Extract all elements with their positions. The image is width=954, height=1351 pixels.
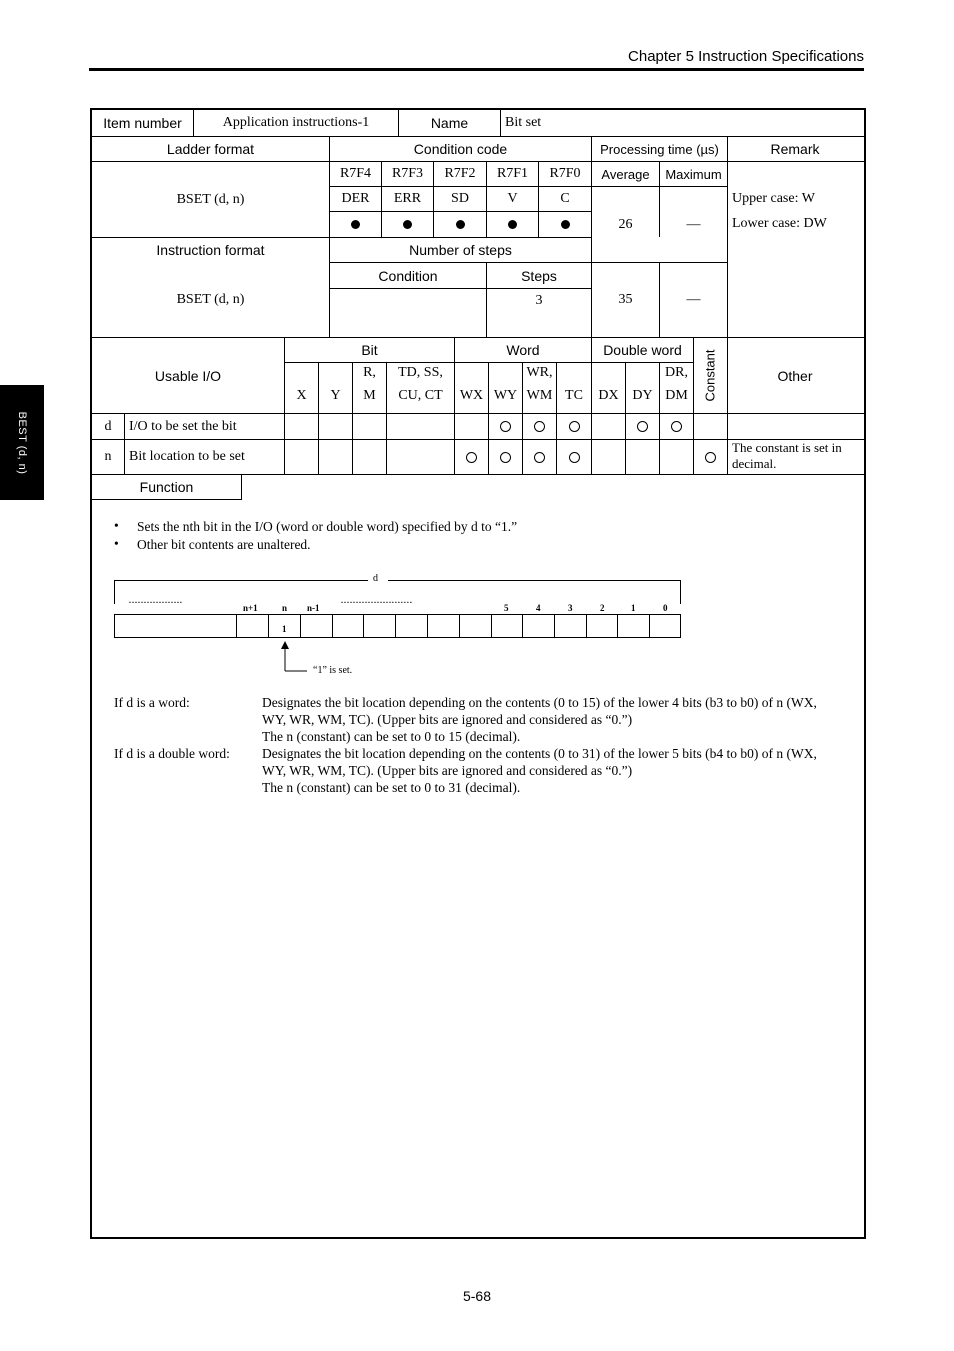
bit-label-5: 5	[504, 603, 509, 613]
row-d-symbol: d	[104, 418, 112, 434]
instruction-format-value: BSET (d, n)	[176, 292, 245, 307]
cond-name-c: C	[560, 191, 570, 206]
row-n-symbol: n	[104, 449, 112, 464]
cond-code-r7f2: R7F2	[444, 166, 476, 181]
condition-label: Condition	[378, 267, 438, 284]
bullet-dot-1: •	[114, 518, 119, 533]
word-case-label: If d is a word:	[114, 695, 190, 710]
io-col-dm: DM	[665, 388, 688, 403]
io-col-top-m: R,	[363, 365, 376, 380]
row-n-other: The constant is set in decimal.	[732, 440, 842, 471]
cond-code-r7f0: R7F0	[549, 166, 581, 181]
row-d-wy-mark	[489, 414, 522, 439]
average-label: Average	[601, 166, 650, 182]
avg-time-value: 26	[618, 216, 633, 232]
constant-label: Constant	[703, 349, 719, 402]
row-d-dm-mark	[660, 414, 693, 439]
remark-upper: Upper case: W	[732, 191, 815, 206]
remark-label: Remark	[770, 141, 820, 157]
row-n-wm-mark	[523, 440, 556, 474]
row-n-constant-mark	[694, 440, 727, 474]
cond-name-err: ERR	[393, 191, 422, 206]
side-tab	[0, 385, 44, 500]
cond-code-r7f3: R7F3	[391, 166, 424, 181]
name-value: Bit set	[505, 115, 542, 130]
cond-name-sd: SD	[451, 191, 469, 206]
io-col-wy: WY	[493, 388, 518, 403]
number-of-steps-label: Number of steps	[409, 242, 512, 258]
maximum-label: Maximum	[665, 166, 722, 182]
cond-der-mark	[330, 212, 381, 237]
word-case-line-2: WY, WR, WM, TC). (Upper bits are ignored and considered as “0.”)	[262, 712, 633, 727]
io-col-dy: DY	[632, 388, 653, 403]
word-label: Word	[506, 342, 540, 358]
io-col-top-wm: WR,	[526, 365, 553, 380]
bit-label-2: 2	[600, 603, 605, 613]
usable-io-label: Usable I/O	[154, 367, 222, 384]
chapter-title: Chapter 5 Instruction Specifications	[628, 48, 864, 65]
bit-label-1: 1	[631, 603, 636, 613]
io-col-wm: WM	[526, 388, 553, 403]
bit-label-n-plus-1: n+1	[243, 603, 258, 613]
cond-sd-mark	[434, 212, 486, 237]
bit-label-0: 0	[663, 603, 668, 613]
dword-case-line-1: Designates the bit location depending on the contents (0 to 31) of the lower 5 bits (b4 to b0) of n (WX,	[262, 746, 817, 761]
side-tab-label: BEST (d, n)	[16, 411, 28, 474]
dword-case-line-3: The n (constant) can be set to 0 to 31 (decimal).	[262, 780, 521, 795]
row-d-desc: I/O to be set the bit	[129, 418, 237, 434]
item-number-value: Application instructions-1	[222, 115, 370, 130]
steps-label: Steps	[521, 267, 557, 284]
bit-label-4: 4	[536, 603, 541, 613]
io-col-top-dm: DR,	[665, 365, 688, 380]
set-arrow-icon	[278, 641, 308, 677]
diagram-dots-mid: ························	[340, 595, 412, 609]
io-col-x: X	[296, 388, 307, 403]
bit-label-3: 3	[568, 603, 573, 613]
dword-case-label: If d is a double word:	[114, 746, 230, 761]
io-col-m: M	[363, 388, 376, 403]
condition-code-label: Condition code	[413, 141, 508, 157]
steps-value: 3	[535, 292, 543, 308]
word-case-line-3: The n (constant) can be set to 0 to 15 (decimal).	[262, 729, 521, 744]
cond-err-mark	[382, 212, 433, 237]
ladder-format-label: Ladder format	[166, 141, 255, 157]
diagram-d-label: d	[373, 573, 378, 584]
cond-name-der: DER	[341, 191, 370, 206]
row-n-wy-mark	[489, 440, 522, 474]
double-word-label: Double word	[603, 342, 682, 358]
cond-c-mark	[539, 212, 591, 237]
row-d-wm-mark	[523, 414, 556, 439]
function-bullet-2: Other bit contents are unaltered.	[137, 537, 311, 552]
instruction-format-label: Instruction format	[156, 242, 265, 258]
cond-v-mark	[487, 212, 538, 237]
bullet-dot-2: •	[114, 536, 119, 551]
io-col-tc: TC	[565, 388, 583, 403]
dword-case-line-2: WY, WR, WM, TC). (Upper bits are ignored and considered as “0.”)	[262, 763, 633, 778]
function-bullet-1: Sets the nth bit in the I/O (word or double word) specified by d to “1.”	[137, 519, 518, 534]
item-number-label: Item number	[103, 115, 182, 131]
io-col-y: Y	[330, 388, 341, 403]
diagram-dots-left: ··················	[128, 595, 182, 609]
processing-time-label: Processing time (µs)	[600, 141, 719, 157]
word-case-line-1: Designates the bit location depending on the contents (0 to 15) of the lower 4 bits (b3 to b0) of n (WX,	[262, 695, 817, 710]
cond-name-v: V	[507, 191, 518, 206]
other-label: Other	[777, 367, 813, 384]
io-col-wx: WX	[459, 388, 484, 403]
remark-lower: Lower case: DW	[732, 216, 827, 231]
io-col-top-cuct: TD, SS,	[398, 365, 443, 380]
cond-code-r7f4: R7F4	[339, 166, 372, 181]
constant-label-cell	[694, 338, 727, 413]
ladder-format-value: BSET (d, n)	[176, 191, 245, 207]
row-n-tc-mark	[557, 440, 591, 474]
row-d-tc-mark	[557, 414, 591, 439]
io-col-dx: DX	[598, 388, 619, 403]
avg-time-value-2: 35	[618, 292, 633, 307]
cond-code-r7f1: R7F1	[496, 166, 529, 181]
row-n-wx-mark	[455, 440, 488, 474]
page-number: 5-68	[462, 1288, 492, 1304]
set-caption: “1” is set.	[313, 665, 353, 676]
row-d-dy-mark	[626, 414, 659, 439]
io-col-cuct: CU, CT	[398, 388, 443, 403]
bit-label: Bit	[361, 342, 378, 358]
name-label: Name	[430, 115, 469, 131]
row-n-desc: Bit location to be set	[129, 449, 245, 464]
max-time-value-2: —	[686, 292, 701, 307]
bit-label-n-minus-1: n-1	[307, 603, 320, 613]
bit-label-n: n	[282, 603, 288, 613]
max-time-value: —	[686, 216, 701, 232]
function-label: Function	[139, 479, 194, 495]
header-rule	[89, 68, 864, 71]
set-bit-value: 1	[282, 624, 287, 634]
